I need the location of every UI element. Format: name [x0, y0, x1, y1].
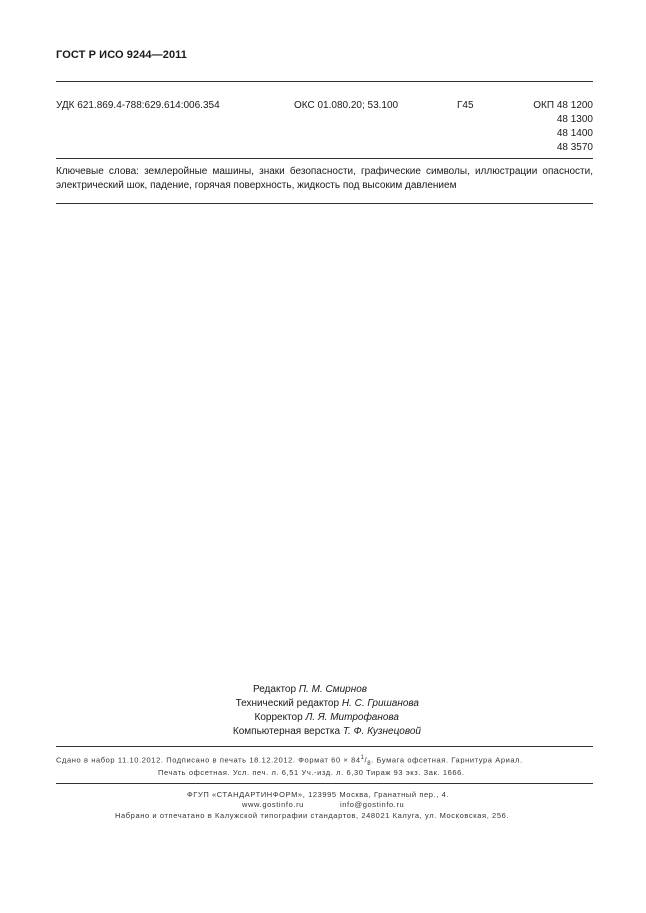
- group-code: Г45: [457, 100, 474, 111]
- credit-corrector: [255, 711, 400, 725]
- okp-code-line: 48 1300: [556, 114, 593, 125]
- credit-role: Редактор: [252, 684, 297, 695]
- keywords-text: Ключевые слова: землеройные машины, знаки безопасности, графические символы, иллюстрации опасности, электрический шок, падение, горячая поверхность, жидкость под высоким давлением: [56, 166, 593, 191]
- credit-name: Н. С. Гришанова: [341, 698, 419, 709]
- credit-name: П. М. Смирнов: [298, 684, 367, 695]
- print-info-line1: Сдано в набор 11.10.2012. Подписано в печать 18.12.2012. Формат $60 \times 84^1/_8$. Бумага офсетная. Гарнитура Ариал.: [56, 755, 523, 767]
- page-header-standard: ГОСТ Р ИСО 9244—2011: [56, 49, 188, 61]
- keywords-divider: [56, 203, 593, 204]
- okp-codes: [526, 99, 593, 155]
- printing-house: Набрано и отпечатано в Калужской типографии стандартов, 248021 Калуга, ул. Московская, 256.: [115, 811, 510, 820]
- publisher-website: www.gostinfo.ru: [242, 800, 304, 809]
- meta-divider: [56, 158, 593, 159]
- credit-editor: [253, 683, 367, 697]
- okp-code-line: 48 3570: [556, 142, 593, 153]
- format-fraction-den: 8: [367, 761, 372, 767]
- oks-code: ОКС 01.080.20; 53.100: [294, 100, 399, 111]
- credit-name: Т. Ф. Кузнецовой: [342, 726, 421, 737]
- credit-role: Компьютерная верстка: [232, 726, 341, 737]
- okp-code-line: ОКП 48 1200: [533, 100, 593, 111]
- format-fraction-num: 1: [360, 755, 365, 761]
- print-info-text-end: . Бумага офсетная. Гарнитура Ариал.: [371, 755, 523, 765]
- header-divider: [56, 81, 593, 82]
- publisher-email: info@gostinfo.ru: [340, 800, 405, 809]
- credit-role: Корректор: [254, 712, 303, 723]
- print-info-text: Сдано в набор 11.10.2012. Подписано в печать 18.12.2012. Формат 60 × 84: [56, 755, 361, 765]
- print-info-divider: [56, 783, 593, 784]
- okp-code-line: 48 1400: [556, 128, 593, 139]
- credits-divider: [56, 746, 593, 747]
- print-info-line2: Печать офсетная. Усл. печ. л. 6,51 Уч.-изд. л. 6,30 Тираж 93 экз. Зак. 1666.: [158, 768, 465, 777]
- credit-layout: [233, 725, 421, 739]
- credit-name: Л. Я. Митрофанова: [305, 712, 399, 723]
- credit-tech-editor: [236, 697, 419, 711]
- credit-role: Технический редактор: [235, 698, 340, 709]
- udk-code: УДК 621.869.4-788:629.614:006.354: [56, 100, 220, 111]
- publisher-address: ФГУП «СТАНДАРТИНФОРМ», 123995 Москва, Гранатный пер., 4.: [187, 790, 450, 799]
